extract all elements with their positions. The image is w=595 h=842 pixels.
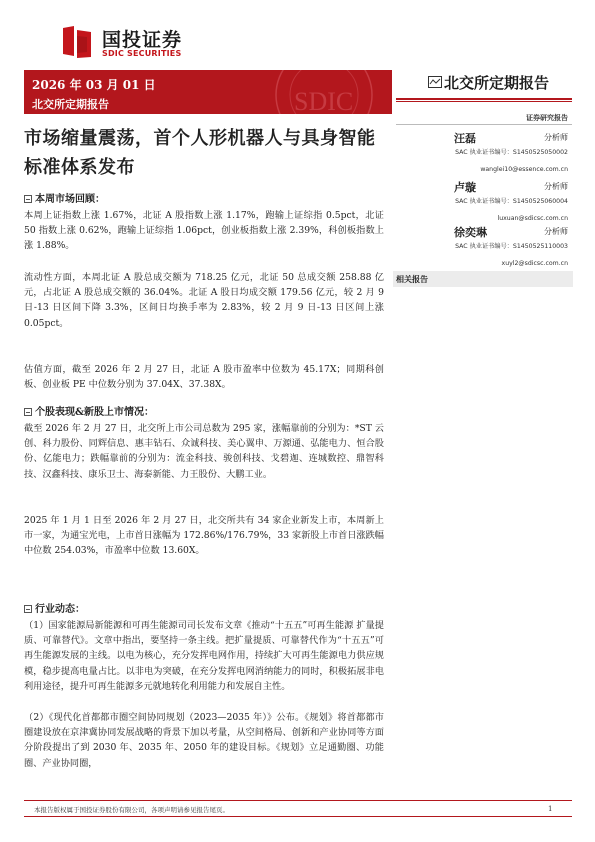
paragraph: （2）《现代化首都都市圈空间协同规划（2023—2035 年）》公布。《规划》将首都都市圈建设放在京津冀协同发展战略的背景下加以考量，从空间格局、创新和产业协同等方面分阶段提出了到 2030 年、2035 年、2050 年的建设目标。《规划》立足通勤圈、功能圈、产业协同圈， (24, 712, 384, 769)
date-banner (24, 70, 392, 114)
brand-name-cn: 国投证券 (102, 29, 183, 51)
paragraph: 流动性方面，本周北证 A 股总成交额为 718.25 亿元，北证 50 总成交额 258.88 亿元，占北证 A 股总成交额的 36.04%。北证 A 股日均成交额 179.56 亿元，较 2 月 9 日-13 日区间下降 3.3%，区间日均换手率为 2.83%，较 2 月 9 日-13 日区间上涨 0.05pct。 (24, 272, 384, 329)
paragraph: 截至 2026 年 2 月 27 日，北交所上市公司总数为 295 家，涨幅靠前的分别为：*ST 云创、科力股份、同辉信息、惠丰钻石、众诚科技、美心翼申、万源通、弘能电力、恒合股份、亿能电力；跌幅靠前的分别为：流金科技、骏创科技、戈碧迦、连城数控、鼎智科技、汉鑫科技、康乐卫士、海泰新能、力王股份、大鹏工业。 (24, 423, 384, 480)
report-type-label: 北交所定期报告 (444, 74, 550, 92)
analyst-title: 分析师 (544, 227, 568, 236)
report-type-header (396, 70, 576, 96)
analyst-email[interactable]: xuyl2@sdicsc.com.cn (501, 260, 568, 267)
footer-rule-bottom (24, 816, 572, 817)
analyst-title: 分析师 (544, 182, 568, 191)
analyst-cert: SAC 执业证书编号：S1450525050002 (455, 149, 568, 156)
analyst-cert: SAC 执业证书编号：S1450525110003 (455, 243, 568, 250)
brand-name-en: SDIC SECURITIES (102, 49, 182, 58)
section-title-market-review: 本周市场回顾： (24, 190, 105, 205)
analyst-name: 徐奕琳 (454, 226, 487, 239)
banner-subtitle: 北交所定期报告 (32, 98, 109, 111)
analyst-card (396, 179, 572, 229)
section-bullet-icon (24, 195, 32, 203)
paragraph: （1）国家能源局新能源和可再生能源司司长发布文章《推动“十五五”可再生能源 扩量提质、可靠替代》。文章中指出，要坚持一条主线。把扩量提质、可靠替代作为“十五五”可再生能源发展的主线。以电为核心，充分发挥电网作用，持续扩大可再生能源电力供应规模，稳步提高电量占比。以非电为突破，在充分发挥电网消纳能力的同时，积极拓展非电利用途径，提升可再生能源多元就地转化利用能力和发展自主性。 (24, 620, 384, 692)
analyst-divider (396, 124, 572, 125)
section-bullet-icon (24, 605, 32, 613)
header-rule (396, 98, 572, 100)
company-logo (60, 24, 196, 62)
sdic-watermark-icon (234, 70, 392, 114)
paragraph: 2025 年 1 月 1 日至 2026 年 2 月 27 日，北交所共有 34 家企业新发上市，本周新上市一家，为通宝光电，上市首日涨幅为 172.86%/176.79%，33 家新股上市首日涨跌幅中位数 254.03%，市盈率中位数 13.60X。 (24, 515, 384, 557)
analyst-email[interactable]: wanglei10@essence.com.cn (480, 166, 568, 173)
analyst-email[interactable]: luxuan@sdicsc.com.cn (497, 215, 568, 222)
section-title-industry: 行业动态： (24, 600, 85, 615)
analyst-card (396, 224, 572, 274)
analyst-title: 分析师 (544, 133, 568, 142)
report-date: 2026 年 03 月 01 日 (32, 78, 156, 92)
report-kind: 证券研究报告 (526, 113, 568, 122)
banner-watermark-text: SDIC (294, 87, 354, 116)
footer-disclaimer: 本报告版权属于国投证券股份有限公司，各项声明请参见报告尾页。 (34, 806, 229, 814)
related-reports-title: 相关报告 (393, 271, 573, 287)
section-title-stocks: 个股表现&新股上市情况： (24, 403, 154, 418)
section-bullet-icon (24, 408, 32, 416)
paragraph: 估值方面，截至 2026 年 2 月 27 日，北证 A 股市盈率中位数为 45.17X；同期科创板、创业板 PE 中位数分别为 37.04X、37.38X。 (24, 364, 384, 391)
sdic-logo-icon (60, 24, 94, 60)
analyst-name: 汪磊 (454, 132, 476, 145)
page-number: 1 (548, 805, 553, 813)
analyst-name: 卢璇 (454, 181, 476, 194)
analyst-card (396, 130, 572, 180)
analyst-cert: SAC 执业证书编号：S1450525060004 (455, 198, 568, 205)
document-icon (428, 76, 442, 88)
page-title: 市场缩量震荡，首个人形机器人与具身智能标准体系发布 (24, 128, 376, 178)
footer-rule (24, 800, 572, 801)
header-rule-thin (396, 101, 572, 102)
paragraph: 本周上证指数上涨 1.67%，北证 A 股指数上涨 1.17%，跑输上证综指 0.5pct，北证 50 指数上涨 0.62%，跑输上证综指 1.06pct，创业板指数上涨 2.39%，科创板指数上涨 1.88%。 (24, 210, 384, 252)
